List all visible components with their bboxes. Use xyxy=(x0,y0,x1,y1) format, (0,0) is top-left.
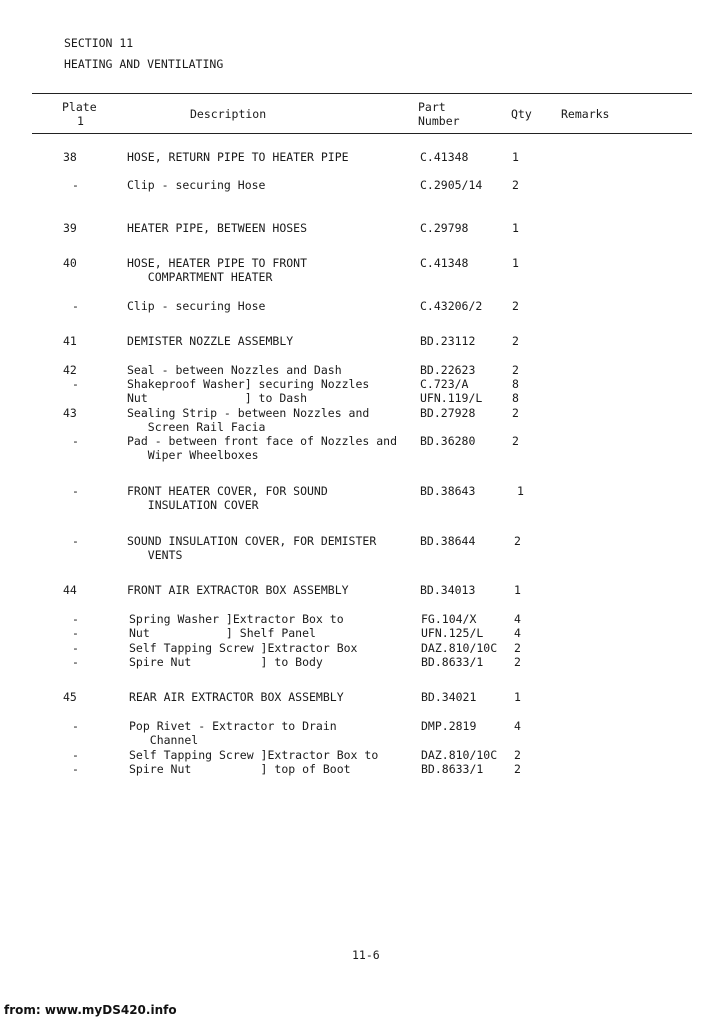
row-description: DEMISTER NOZZLE ASSEMBLY xyxy=(127,334,294,348)
row-description-cont: VENTS xyxy=(127,548,183,562)
row-plate: - xyxy=(72,762,79,776)
row-description: Pop Rivet - Extractor to Drain xyxy=(129,719,337,733)
row-part-number: BD.38644 xyxy=(420,534,476,548)
row-description: REAR AIR EXTRACTOR BOX ASSEMBLY xyxy=(129,690,344,704)
row-part-number: C.41348 xyxy=(420,150,469,164)
row-part-number: C.41348 xyxy=(420,256,469,270)
row-part-number: UFN.119/L xyxy=(420,391,483,405)
row-qty: 2 xyxy=(512,363,519,377)
col-qty-header: Qty xyxy=(511,107,532,121)
row-qty: 8 xyxy=(512,391,519,405)
row-description-cont: Wiper Wheelboxes xyxy=(127,448,259,462)
row-description: Nut ] to Dash xyxy=(127,391,308,405)
row-qty: 4 xyxy=(514,612,521,626)
col-part-header: Part xyxy=(418,100,446,114)
row-qty: 4 xyxy=(514,719,521,733)
row-description: FRONT AIR EXTRACTOR BOX ASSEMBLY xyxy=(127,583,349,597)
row-description-cont: Channel xyxy=(129,733,199,747)
row-part-number: BD.23112 xyxy=(420,334,476,348)
row-qty: 2 xyxy=(512,299,519,313)
row-part-number: BD.36280 xyxy=(420,434,476,448)
row-plate: - xyxy=(72,178,79,192)
col-plate-header: Plate xyxy=(62,100,97,114)
row-part-number: DAZ.810/10C xyxy=(421,748,498,762)
row-qty: 2 xyxy=(512,334,519,348)
row-part-number: C.2905/14 xyxy=(420,178,483,192)
row-qty: 8 xyxy=(512,377,519,391)
row-qty: 2 xyxy=(512,434,519,448)
table-header-rule xyxy=(32,133,692,134)
col-remarks-header: Remarks xyxy=(561,107,610,121)
page-number: 11-6 xyxy=(352,948,380,962)
row-plate: 41 xyxy=(63,334,77,348)
row-part-number: DAZ.810/10C xyxy=(421,641,498,655)
row-qty: 2 xyxy=(514,655,521,669)
row-description: Clip - securing Hose xyxy=(127,178,266,192)
row-qty: 1 xyxy=(512,150,519,164)
row-part-number: C.43206/2 xyxy=(420,299,483,313)
row-part-number: DMP.2819 xyxy=(421,719,477,733)
row-description-cont: INSULATION COVER xyxy=(127,498,259,512)
row-description: Seal - between Nozzles and Dash xyxy=(127,363,342,377)
section-heading: HEATING AND VENTILATING xyxy=(64,57,224,71)
row-part-number: BD.8633/1 xyxy=(421,655,484,669)
row-plate: - xyxy=(72,719,79,733)
row-description: Self Tapping Screw ]Extractor Box xyxy=(129,641,358,655)
row-description: Spire Nut ] top of Boot xyxy=(129,762,351,776)
row-plate: 44 xyxy=(63,583,77,597)
row-part-number: UFN.125/L xyxy=(421,626,484,640)
row-plate: - xyxy=(72,655,79,669)
row-part-number: BD.38643 xyxy=(420,484,476,498)
row-plate: 39 xyxy=(63,221,77,235)
row-plate: 38 xyxy=(63,150,77,164)
row-plate: - xyxy=(72,748,79,762)
row-qty: 2 xyxy=(512,178,519,192)
footer-source: from: www.myDS420.info xyxy=(4,1003,177,1017)
row-qty: 2 xyxy=(514,748,521,762)
row-part-number: BD.34021 xyxy=(421,690,477,704)
row-description: Sealing Strip - between Nozzles and xyxy=(127,406,370,420)
row-plate: 42 xyxy=(63,363,77,377)
section-label: SECTION 11 xyxy=(64,36,134,50)
row-part-number: FG.104/X xyxy=(421,612,477,626)
row-part-number: BD.34013 xyxy=(420,583,476,597)
row-plate: - xyxy=(72,484,79,498)
row-plate: 43 xyxy=(63,406,77,420)
row-description: HOSE, HEATER PIPE TO FRONT xyxy=(127,256,308,270)
row-plate: - xyxy=(72,299,79,313)
row-description: SOUND INSULATION COVER, FOR DEMISTER xyxy=(127,534,377,548)
row-qty: 1 xyxy=(512,221,519,235)
row-description-cont: COMPARTMENT HEATER xyxy=(127,270,273,284)
row-plate: - xyxy=(72,612,79,626)
row-qty: 1 xyxy=(512,256,519,270)
row-qty: 2 xyxy=(514,641,521,655)
row-qty: 1 xyxy=(517,484,524,498)
row-qty: 1 xyxy=(514,583,521,597)
row-part-number: C.723/A xyxy=(420,377,469,391)
row-qty: 2 xyxy=(514,534,521,548)
row-plate: 40 xyxy=(63,256,77,270)
col-description-header: Description xyxy=(190,107,267,121)
col-part-header-2: Number xyxy=(418,114,460,128)
row-description: Spire Nut ] to Body xyxy=(129,655,323,669)
row-plate: 45 xyxy=(63,690,77,704)
row-description: HEATER PIPE, BETWEEN HOSES xyxy=(127,221,308,235)
row-description: Pad - between front face of Nozzles and xyxy=(127,434,398,448)
row-part-number: C.29798 xyxy=(420,221,469,235)
row-description: Spring Washer ]Extractor Box to xyxy=(129,612,344,626)
row-description: Shakeproof Washer] securing Nozzles xyxy=(127,377,370,391)
row-description: Clip - securing Hose xyxy=(127,299,266,313)
row-description: Self Tapping Screw ]Extractor Box to xyxy=(129,748,379,762)
row-part-number: BD.27928 xyxy=(420,406,476,420)
row-plate: - xyxy=(72,626,79,640)
row-description: Nut ] Shelf Panel xyxy=(129,626,316,640)
row-plate: - xyxy=(72,534,79,548)
table-top-rule xyxy=(32,93,692,94)
row-qty: 4 xyxy=(514,626,521,640)
row-part-number: BD.22623 xyxy=(420,363,476,377)
row-plate: - xyxy=(72,377,79,391)
row-qty: 1 xyxy=(514,690,521,704)
row-qty: 2 xyxy=(514,762,521,776)
row-qty: 2 xyxy=(512,406,519,420)
row-description-cont: Screen Rail Facia xyxy=(127,420,266,434)
col-plate-header-2: 1 xyxy=(77,114,84,128)
row-description: FRONT HEATER COVER, FOR SOUND xyxy=(127,484,328,498)
row-part-number: BD.8633/1 xyxy=(421,762,484,776)
row-plate: - xyxy=(72,434,79,448)
row-plate: - xyxy=(72,641,79,655)
row-description: HOSE, RETURN PIPE TO HEATER PIPE xyxy=(127,150,349,164)
